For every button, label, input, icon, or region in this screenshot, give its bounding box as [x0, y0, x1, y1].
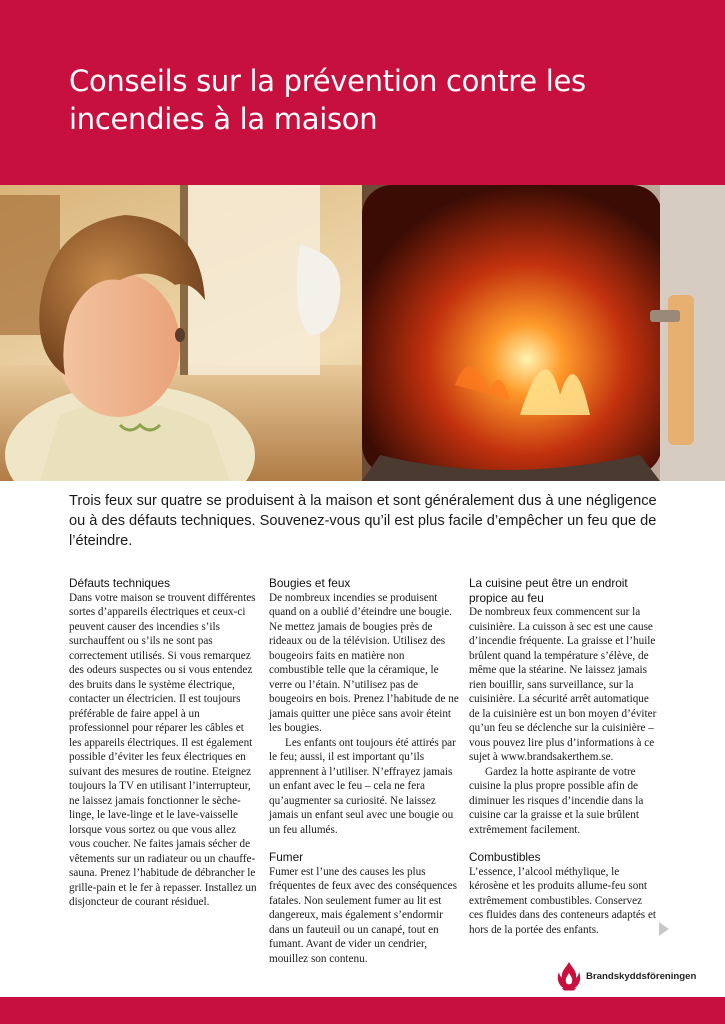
- intro-paragraph: Trois feux sur quatre se produisent à la maison et sont généralement dus à une négligence ou à des défauts techniques. Souvenez-vous qu’il est plus facile d’empêcher un feu que de l’éteindre.: [69, 493, 657, 549]
- section-text-fumer: Fumer est l’une des causes les plus fréquentes de feux avec des conséquences fatales. Non seulement fumer au lit est dangereux, mais également s’endormir dans un fauteuil ou un canapé, tout en fumant. Avant de vider un cendrier, mouillez son contenu.: [269, 865, 457, 965]
- section-text-combustibles: L’essence, l’alcool méthylique, le kérosène et les produits allume-feu sont extrêmement combustibles. Conservez ces fluides dans des conteneurs adaptés et hors de la portée des enfants.: [469, 865, 657, 936]
- section-text-cuisine-1: De nombreux feux commencent sur la cuisinière. La cuisson à sec est une cause d’incendie fréquente. La graisse et l’huile brûlent quand la température s’élève, de même que la stéarine. Ne laissez jamais rien bouillir, sans surveillance, sur la cuisinière. La sécurité arrêt automatique de la cuisinière est un bon moyen d’éviter qu’un feu se déclenche sur la cuisinière – vous pouvez lire plus d’informations à ce sujet à www.brandsakerthem.se.: [469, 606, 657, 763]
- section-heading-combustibles: Combustibles: [469, 850, 541, 864]
- section-text-cuisine-2: Gardez la hotte aspirante de votre cuisine la plus propre possible afin de diminuer les risques d’incendie dans la cuisine car la graisse et la suie brûlent extrêmement facilement.: [469, 765, 644, 836]
- hero-photo: [0, 185, 725, 481]
- column-cuisine-combustibles: [469, 576, 659, 937]
- header-banner: [0, 0, 725, 185]
- section-text-defauts: Dans votre maison se trouvent différentes sortes d’appareils électriques et ceux-ci peuvent causer des incendies s’ils surchauffent ou s’ils ne sont pas correctement utilisés. Si vous remarquez des odeurs suspectes ou si vous entendez des bruits dans le système électrique, contacter un électricien. Il est toujours préférable de faire appel à un professionnel pour réparer les câbles et les appareils électriques. Il est également possible d’éviter les feux électriques en suivant des mesures de routine. Eteignez toujours la TV en utilisant l’interrupteur, ne laissez jamais fonctionner le sèche-linge, le lave-linge et le lave-vaisselle lorsque vous sortez ou que vous allez vous coucher. Ne faites jamais sécher de vêtements sur un radiateur ou un chauffe-sauna. Prenez l’habitude de débrancher le grille-pain et le fer à repasser. Installez un disjoncteur de courant résiduel.: [69, 591, 257, 908]
- column-defauts-techniques: [69, 576, 259, 910]
- child-fireplace-illustration: [0, 185, 725, 481]
- section-text-bougies-1: De nombreux incendies se produisent quand on a oublié d’éteindre une bougie. Ne mettez jamais de bougies près de rideaux ou de la télévision. Utilisez des bougeoirs faits en matière non combustible telle que la céramique, le verre ou l’étain. N’utilisez pas de bougeoirs en bois. Prenez l’habitude de ne jamais quitter une pièce sans avoir éteint les bougies.: [269, 591, 459, 734]
- flame-logo-icon: [556, 961, 582, 991]
- page-title: Conseils sur la prévention contre les incendies à la maison: [69, 64, 586, 136]
- section-heading-fumer: Fumer: [269, 850, 304, 864]
- brand-logo: [556, 961, 696, 991]
- section-heading-cuisine: La cuisine peut être un endroit propice au feu: [469, 576, 628, 605]
- section-heading-defauts: Défauts techniques: [69, 576, 170, 590]
- next-page-arrow-icon[interactable]: [659, 922, 669, 936]
- column-bougies-fumer: [269, 576, 459, 966]
- brand-name: Brandskyddsföreningen: [586, 970, 697, 982]
- section-text-bougies-2: Les enfants ont toujours été attirés par le feu; aussi, il est important qu’ils apprennent à l’utiliser. N’effrayez jamais un enfant avec le feu – cela ne fera qu’augmenter sa curiosité. Ne laissez jamais un enfant seul avec une bougie ou un feu allumés.: [269, 736, 456, 836]
- section-heading-bougies: Bougies et feux: [269, 576, 351, 590]
- footer-bar: [0, 997, 725, 1024]
